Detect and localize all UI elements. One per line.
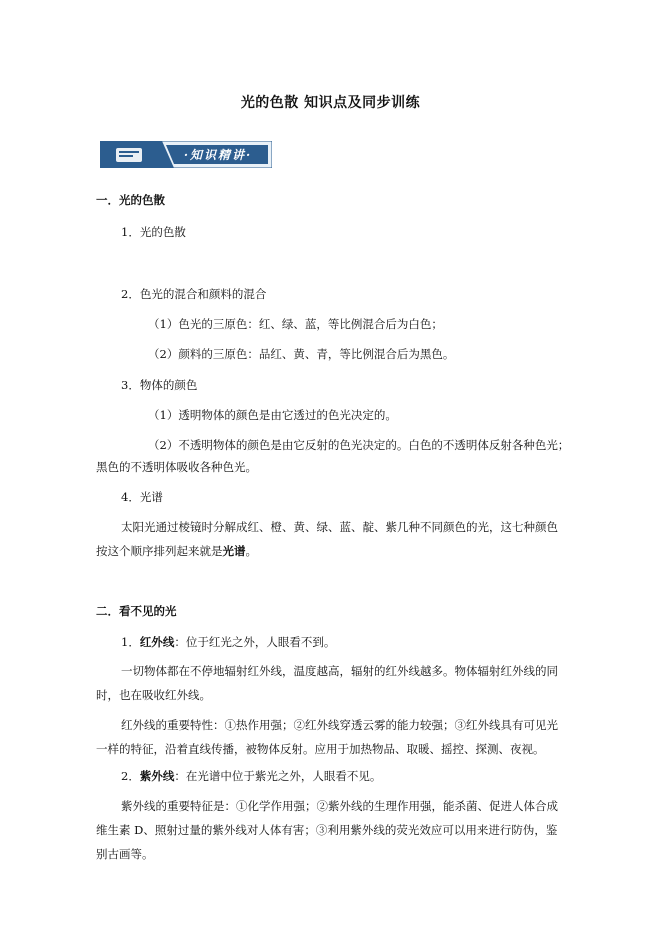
infrared-term: 红外线 [139,635,175,649]
item-2: 2．色光的混合和颜料的混合 [121,287,267,301]
item-3-sub-1: （1）透明物体的颜色是由它透过的色光决定的。 [148,408,397,422]
spectrum-paragraph [96,515,566,563]
banner-label: ·知识精讲· [183,148,253,162]
spectrum-text: 太阳光通过棱镜时分解成红、橙、黄、绿、蓝、靛、紫几种不同颜色的光，这七种颜色按这个顺序排列起来就是 [96,520,558,558]
section1-heading: 一．光的色散 [96,193,165,207]
ultraviolet-definition: ：在光谱中位于紫光之外，人眼看不见。 [174,769,382,783]
infrared-heading [121,634,335,650]
ultraviolet-number: 2． [121,769,140,783]
item-3-sub-2-line-2: 黑色的不透明体吸收各种色光。 [96,460,257,474]
infrared-paragraph-1: 一切物体都在不停地辐射红外线，温度越高，辐射的红外线越多。物体辐射红外线的同时，也在吸收红外线。 [96,664,558,702]
item-2-sub-1: （1）色光的三原色：红、绿、蓝，等比例混合后为白色； [148,317,443,331]
infrared-paragraph-2: 红外线的重要特性：①热作用强；②红外线穿透云雾的能力较强；③红外线具有可见光一样的特征，沿着直线传播，被物体反射。应用于加热物品、取暖、摇控、探测、夜视。 [96,718,558,756]
ultraviolet-heading [121,768,381,784]
section-banner [100,141,272,168]
ultraviolet-paragraph: 紫外线的重要特征是：①化学作用强；②紫外线的生理作用强，能杀菌、促进人体合成维生素 D、照射过量的紫外线对人体有害；③利用紫外线的荧光效应可以用来进行防伪，鉴别古画等。 [96,799,558,861]
spectrum-term: 光谱 [222,544,246,558]
item-1: 1．光的色散 [121,225,186,239]
section2-heading: 二．看不见的光 [96,604,177,618]
item-3: 3．物体的颜色 [121,378,198,392]
item-2-sub-2: （2）颜料的三原色：品红、黄、青，等比例混合后为黑色。 [148,347,455,361]
spectrum-end: 。 [245,544,257,558]
item-3-sub-2-line-1: （2）不透明物体的颜色是由它反射的色光决定的。白色的不透明体反射各种色光； [148,438,570,452]
infrared-definition: ：位于红光之外，人眼看不到。 [174,635,336,649]
item-4: 4．光谱 [121,490,163,504]
page-title: 光的色散 知识点及同步训练 [240,95,421,111]
infrared-number: 1． [121,635,140,649]
ultraviolet-term: 紫外线 [139,769,175,783]
